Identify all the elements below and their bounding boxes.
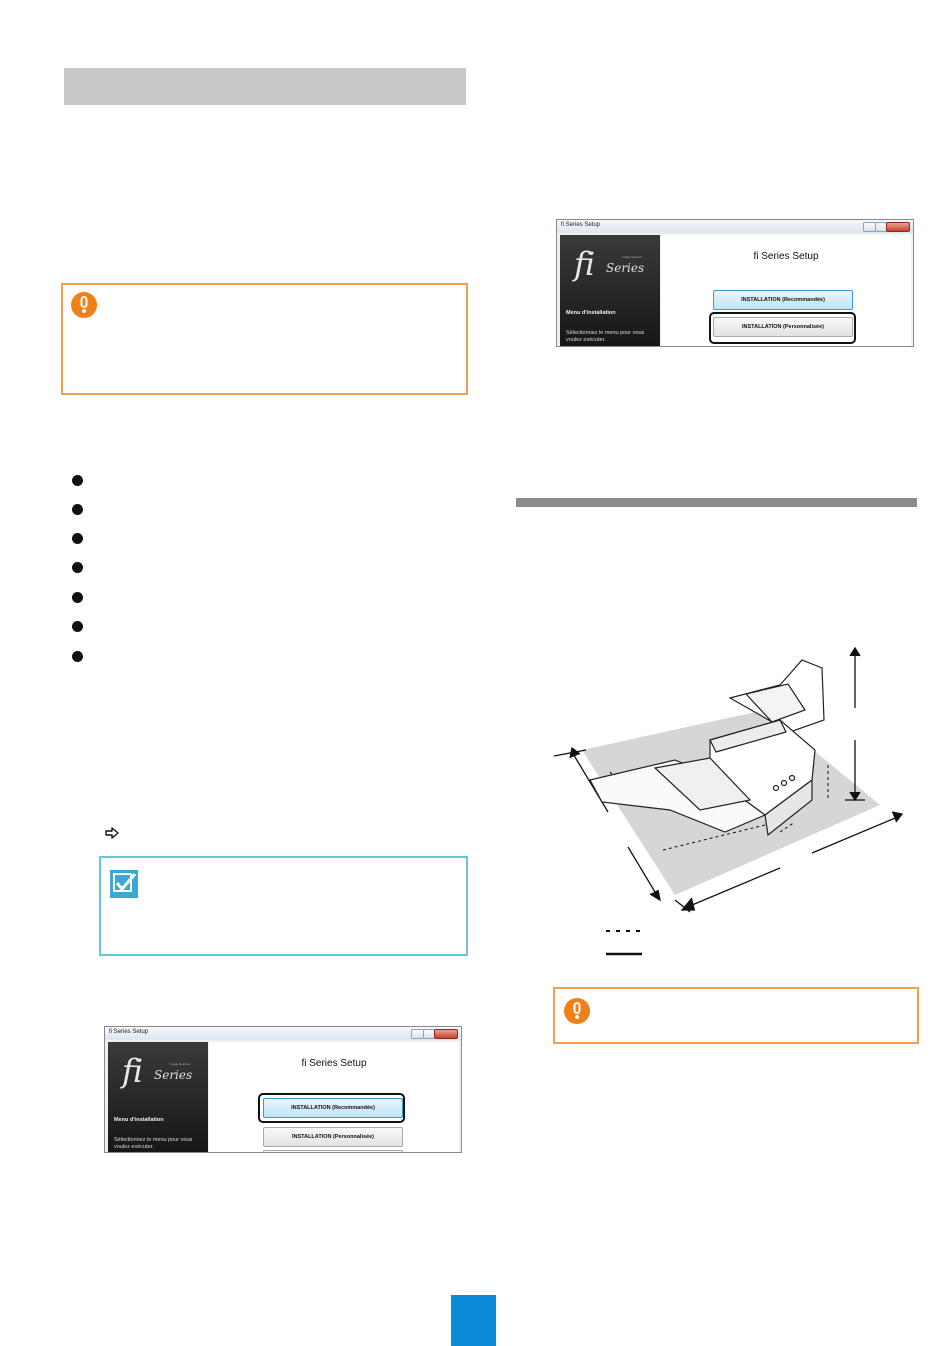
setup-sidebar xyxy=(560,235,660,346)
window-titlebar xyxy=(105,1027,461,1040)
menu-hint-line2: voulez exécuter. xyxy=(114,1144,154,1150)
setup-heading: fi Series Setup xyxy=(753,251,819,262)
fi-logo: fi xyxy=(122,1052,143,1090)
attention-icon xyxy=(564,998,590,1024)
logo-tagline: Image Scanner xyxy=(170,1062,191,1066)
window-titlebar xyxy=(557,220,913,233)
section-header-rule xyxy=(516,498,917,507)
window-title: fi Series Setup xyxy=(561,222,601,228)
highlight-frame xyxy=(709,312,856,344)
menu-hint xyxy=(566,330,656,344)
list-bullet xyxy=(72,504,83,515)
attention-box xyxy=(553,987,919,1044)
attention-box xyxy=(61,283,468,395)
logo-tagline: Image Scanner xyxy=(622,255,643,259)
series-logo: Series xyxy=(154,1068,193,1082)
install-recommended-button[interactable]: INSTALLATION (Recommandée) xyxy=(263,1098,403,1118)
hint-box xyxy=(99,856,468,956)
page-number-tab xyxy=(451,1295,496,1346)
list-bullet xyxy=(72,651,83,662)
setup-sidebar xyxy=(108,1042,208,1152)
list-bullet xyxy=(72,475,83,486)
menu-hint-line1: Sélectionnez le menu pour vous xyxy=(114,1137,193,1143)
section-header-bar xyxy=(64,68,466,105)
install-extra-button[interactable] xyxy=(263,1150,403,1153)
checkmark-icon xyxy=(110,870,138,898)
series-logo: Series xyxy=(606,261,645,275)
diagram-legend xyxy=(606,931,644,954)
menu-label: Menu d'installation xyxy=(114,1117,164,1123)
setup-window-screenshot xyxy=(104,1026,462,1153)
reference-arrow-icon xyxy=(105,826,119,844)
list-bullet xyxy=(72,621,83,632)
install-recommended-button[interactable]: INSTALLATION (Recommandée) xyxy=(713,290,853,310)
close-button[interactable] xyxy=(886,222,910,232)
menu-label: Menu d'installation xyxy=(566,310,616,316)
scanner-space-diagram xyxy=(550,640,920,960)
list-bullet xyxy=(72,533,83,544)
menu-hint-line2: voulez exécuter. xyxy=(566,337,606,343)
setup-window-screenshot xyxy=(556,219,914,347)
setup-main-panel xyxy=(209,1042,459,1152)
close-button[interactable] xyxy=(434,1029,458,1039)
menu-hint xyxy=(114,1137,204,1151)
list-bullet xyxy=(72,592,83,603)
window-title: fi Series Setup xyxy=(109,1029,149,1035)
highlight-frame xyxy=(258,1093,405,1123)
install-custom-button[interactable]: INSTALLATION (Personnalisée) xyxy=(263,1127,403,1147)
fi-logo: fi xyxy=(574,245,595,283)
setup-heading: fi Series Setup xyxy=(301,1058,367,1069)
menu-hint-line1: Sélectionnez le menu pour vous xyxy=(566,330,645,336)
install-custom-button[interactable]: INSTALLATION (Personnalisée) xyxy=(713,317,853,337)
attention-icon xyxy=(71,292,97,318)
setup-main-panel xyxy=(661,235,911,346)
list-bullet xyxy=(72,562,83,573)
